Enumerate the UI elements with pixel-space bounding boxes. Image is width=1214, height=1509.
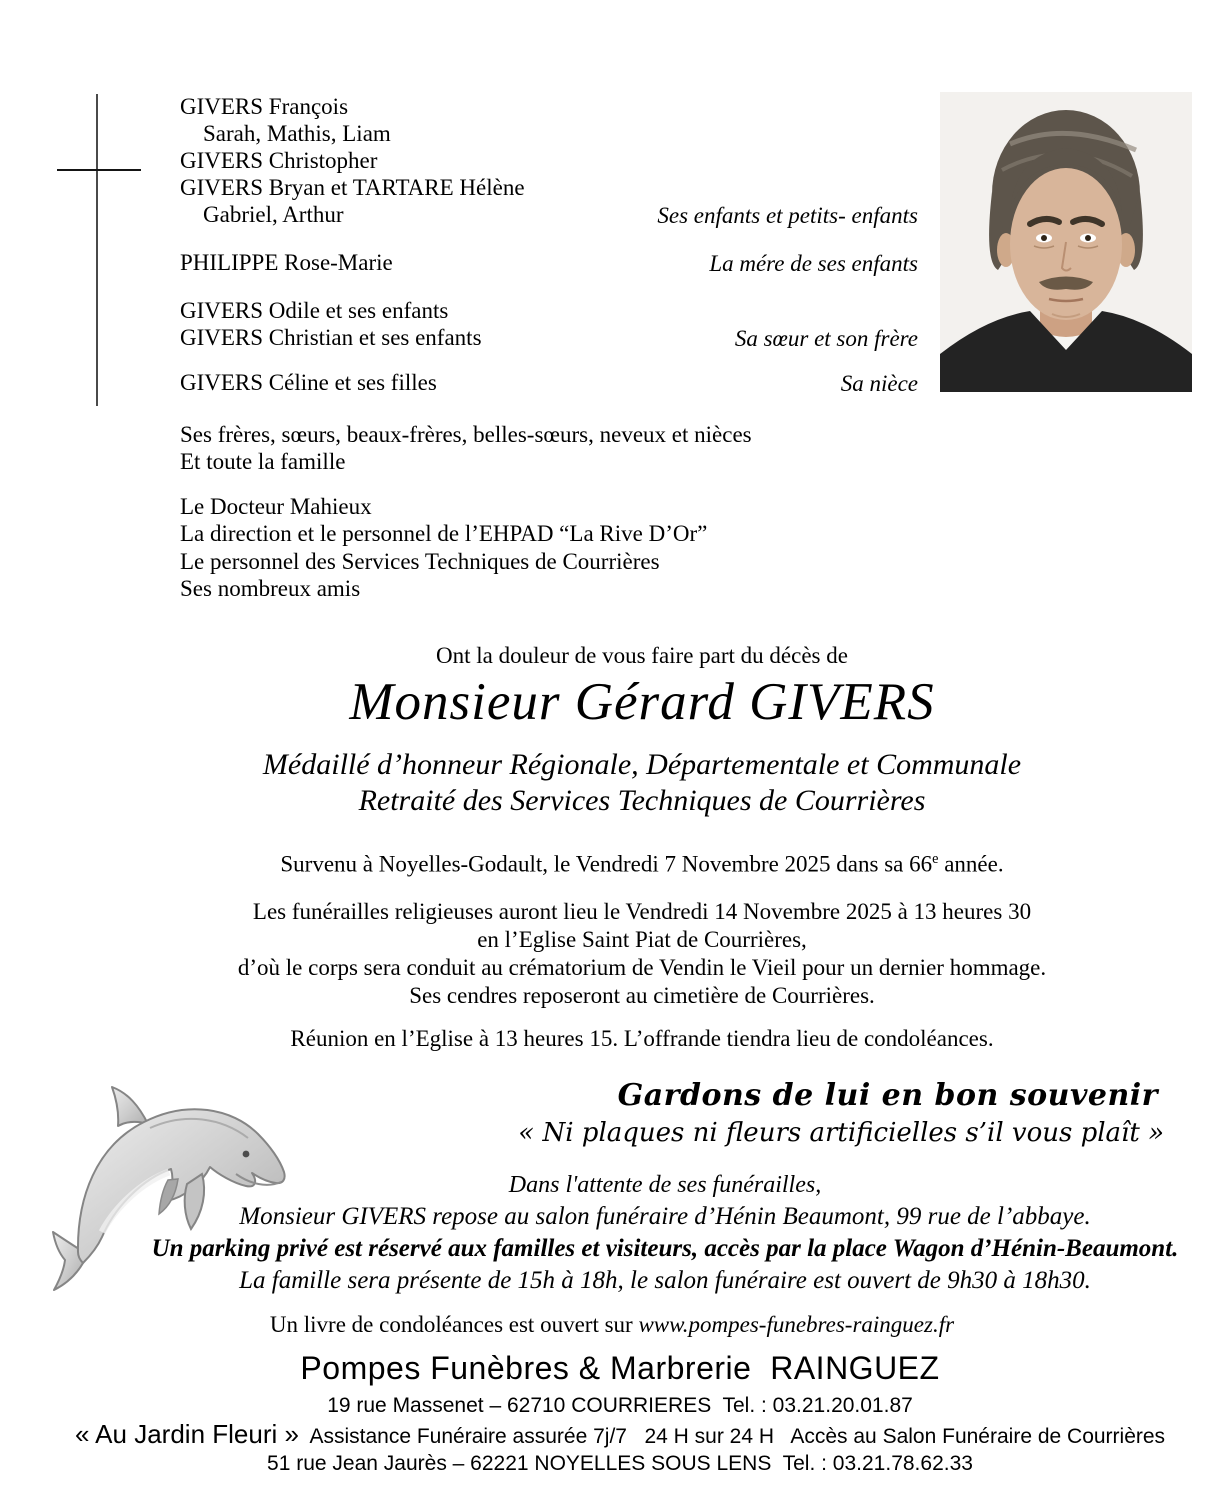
funeral-home-services (13, 1419, 1214, 1450)
mourner-line: PHILIPPE Rose-Marie (180, 250, 393, 275)
family-line: Ses frères, sœurs, beaux-frères, belles-sœurs, neveux et nièces (180, 422, 752, 447)
death-line-end: année. (938, 851, 1004, 877)
mourner-line: GIVERS Céline et ses filles (180, 370, 437, 395)
repose-line: Dans l'attente de ses funérailles, (508, 1172, 822, 1198)
portrait-photo-of-deceased (940, 92, 1192, 392)
mourner-line: GIVERS Odile et ses enfants (180, 298, 449, 323)
cross-icon (96, 94, 98, 406)
parking-line: Un parking privé est réservé aux familles et visiteurs, accès par la place Wagon d’Hénin-Beaumont. (151, 1235, 1179, 1262)
funeral-home-address-1: 19 rue Massenet – 62710 COURRIERES Tel. : 03.21.20.01.87 (327, 1394, 913, 1417)
announcement-intro: Ont la douleur de vous faire part du décès de (436, 643, 848, 668)
acknowledgment-line: Ses nombreux amis (180, 576, 361, 601)
honor-line: Médaillé d’honneur Régionale, Départementale et Communale (262, 748, 1022, 781)
funeral-paragraph (140, 898, 1144, 1010)
repose-paragraph (150, 1172, 1180, 1295)
funeral-home-address-2: 51 rue Jean Jaurès – 62221 NOYELLES SOUS LENS Tel. : 03.21.78.62.33 (267, 1452, 973, 1475)
ordinal-sup: e (932, 851, 939, 867)
funeral-home-name: Pompes Funèbres & Marbrerie RAINGUEZ (300, 1350, 940, 1386)
mourner-line: Gabriel, Arthur (203, 202, 344, 227)
reunion-line: Réunion en l’Eglise à 13 heures 15. L’offrande tiendra lieu de condoléances. (290, 1026, 994, 1051)
condolences-text: Un livre de condoléances est ouvert sur (269, 1312, 639, 1337)
portrait-photo (940, 92, 1192, 392)
repose-line: Monsieur GIVERS repose au salon funéraire d’Hénin Beaumont, 99 rue de l’abbaye. (239, 1203, 1091, 1230)
funeral-line: en l’Eglise Saint Piat de Courrières, (477, 927, 807, 952)
funeral-home-services-text: Assistance Funéraire assurée 7j/7 24 H sur 24 H Accès au Salon Funéraire de Courrières (298, 1425, 1166, 1448)
mourner-line: GIVERS Christopher (180, 148, 378, 173)
funeral-line: Les funérailles religieuses auront lieu le Vendredi 14 Novembre 2025 à 13 heures 30 (252, 899, 1032, 924)
visiting-hours-line: La famille sera présente de 15h à 18h, le salon funéraire est ouvert de 9h30 à 18h30. (239, 1267, 1091, 1294)
mourner-line: GIVERS Bryan et TARTARE Hélène (180, 175, 525, 200)
acknowledgment-line: La direction et le personnel de l’EHPAD “La Rive D’Or” (180, 521, 708, 546)
mourner-line: GIVERS François (180, 94, 349, 119)
relation-label: Sa nièce (840, 371, 918, 396)
no-flowers-line: « Ni plaques ni fleurs artificielles s’il vous plaît » (518, 1118, 1164, 1148)
funeral-line: Ses cendres reposeront au cimetière de Courrières. (409, 983, 875, 1008)
relation-label: Ses enfants et petits- enfants (657, 203, 918, 228)
mourner-line: Sarah, Mathis, Liam (203, 121, 391, 146)
deceased-name: Monsieur Gérard GIVERS (349, 673, 935, 731)
souvenir-line: Gardons de lui en bon souvenir (617, 1078, 1158, 1113)
funeral-home-brand: « Au Jardin Fleuri » (74, 1419, 299, 1449)
death-line-text: Survenu à Noyelles-Godault, le Vendredi 7 Novembre 2025 dans sa 66 (280, 851, 933, 877)
relation-label: La mére de ses enfants (709, 251, 918, 276)
retired-line: Retraité des Services Techniques de Courrières (358, 784, 926, 817)
condolences-url: www.pompes-funebres-rainguez.fr (638, 1312, 955, 1337)
funeral-line: d’où le corps sera conduit au crématorium de Vendin le Vieil pour un dernier hommage. (237, 955, 1047, 980)
death-line (140, 851, 1144, 878)
acknowledgment-line: Le Docteur Mahieux (180, 494, 372, 519)
family-line: Et toute la famille (180, 449, 346, 474)
relation-label: Sa sœur et son frère (734, 326, 918, 351)
condolences-line (5, 1312, 1214, 1338)
cross-icon (57, 169, 141, 171)
acknowledgment-line: Le personnel des Services Techniques de Courrières (180, 549, 660, 574)
mourner-line: GIVERS Christian et ses enfants (180, 325, 482, 350)
